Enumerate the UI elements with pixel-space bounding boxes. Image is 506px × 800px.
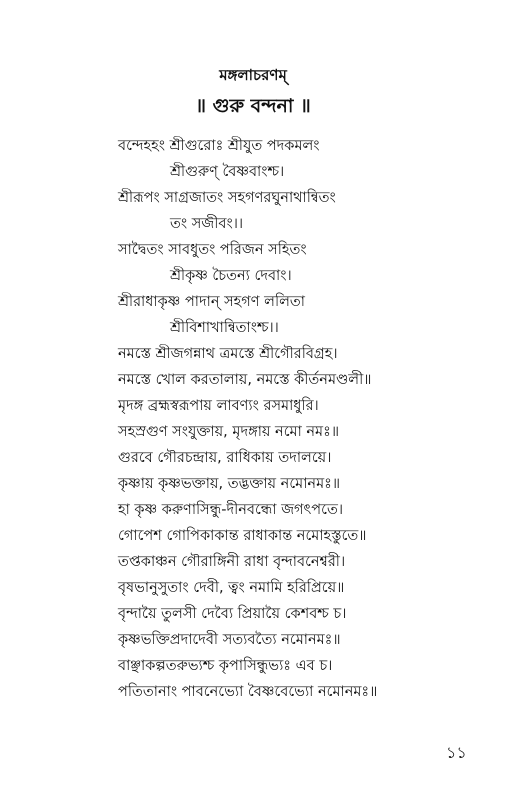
section-subtitle: মঙ্গলাচরণম্: [219, 66, 287, 84]
verse-line: শ্রীগুরুণ্ বৈষ্ণবাংশ্চ।: [170, 164, 285, 180]
page-number: ১১: [446, 743, 467, 762]
verse-line: গুরবে গৌরচন্দ্রায়, রাধিকায় তদালয়ে।: [118, 450, 332, 466]
verse-line: কৃষ্ণভক্তিপ্রদাদেবী সত্যবত্যৈ নমোনমঃ॥: [118, 632, 341, 648]
verse-line: মৃদঙ্গ ব্রহ্মস্বরূপায় লাবণ্যং রসমাধুরি।: [118, 398, 319, 414]
verse-line: বন্দেহহং শ্রীগুরোঃ শ্রীযুত পদকমলং: [118, 138, 320, 154]
verse-line: সহস্রগুণ সংযুক্তায়, মৃদঙ্গায় নমো নমঃ॥: [118, 424, 340, 440]
verse-line: কৃষ্ণায় কৃষ্ণভক্তায়, তদ্ভক্তায় নমোনমঃ॥: [118, 476, 341, 492]
verse-line: পতিতানাং পাবনেভ্যো বৈষ্ণবেভ্যো নমোনমঃ॥: [118, 684, 378, 700]
verse-line: গোপেশ গোপিকাকান্ত রাধাকান্ত নমোহস্তুতে॥: [118, 528, 367, 544]
verse-line: নমস্তে খোল করতালায়, নমস্তে কীর্তনমণ্ডলী॥: [118, 372, 372, 388]
verse-line: বৃন্দায়ৈ তুলসী দেব্যৈ প্রিয়ায়ৈ কেশবশ্চ চ।: [118, 606, 347, 622]
verse-line: তপ্তকাঞ্চন গৌরাঙ্গিনী রাধা বৃন্দাবনেশ্বরী।: [118, 554, 346, 570]
verse-line: শ্রীকৃষ্ণ চৈতন্য দেবাং।: [170, 268, 292, 284]
verse-line: বৃষভানুসুতাং দেবী, ত্বং নমামি হরিপ্রিয়ে॥: [118, 580, 345, 596]
verse-line: বাঞ্ছাকল্পতরুভ্যশ্চ কৃপাসিন্ধুভ্যঃ এব চ।: [118, 658, 333, 674]
verse-line: শ্রীরূপং সাগ্রজাতং সহগণরঘুনাথান্বিতং: [118, 190, 336, 206]
verse-line: শ্রীবিশাখান্বিতাংশ্চ।।: [170, 320, 279, 336]
verse-line: তং সজীবং।।: [170, 216, 244, 232]
verse-line: সাদ্বৈতং সাবধুতং পরিজন সহিতং: [118, 242, 307, 258]
verse-line: হা কৃষ্ণ করুণাসিন্ধু-দীনবন্ধো জগৎপতে।: [118, 502, 344, 518]
verse-line: শ্রীরাধাকৃষ্ণ পাদান্ সহগণ ললিতা: [118, 294, 305, 310]
verse-line: নমস্তে শ্রীজগন্নাথ ত্রমস্তে শ্রীগৌরবিগ্রহ।: [118, 346, 338, 362]
page-title: ॥ গুরু বন্দনা ॥: [195, 95, 311, 117]
